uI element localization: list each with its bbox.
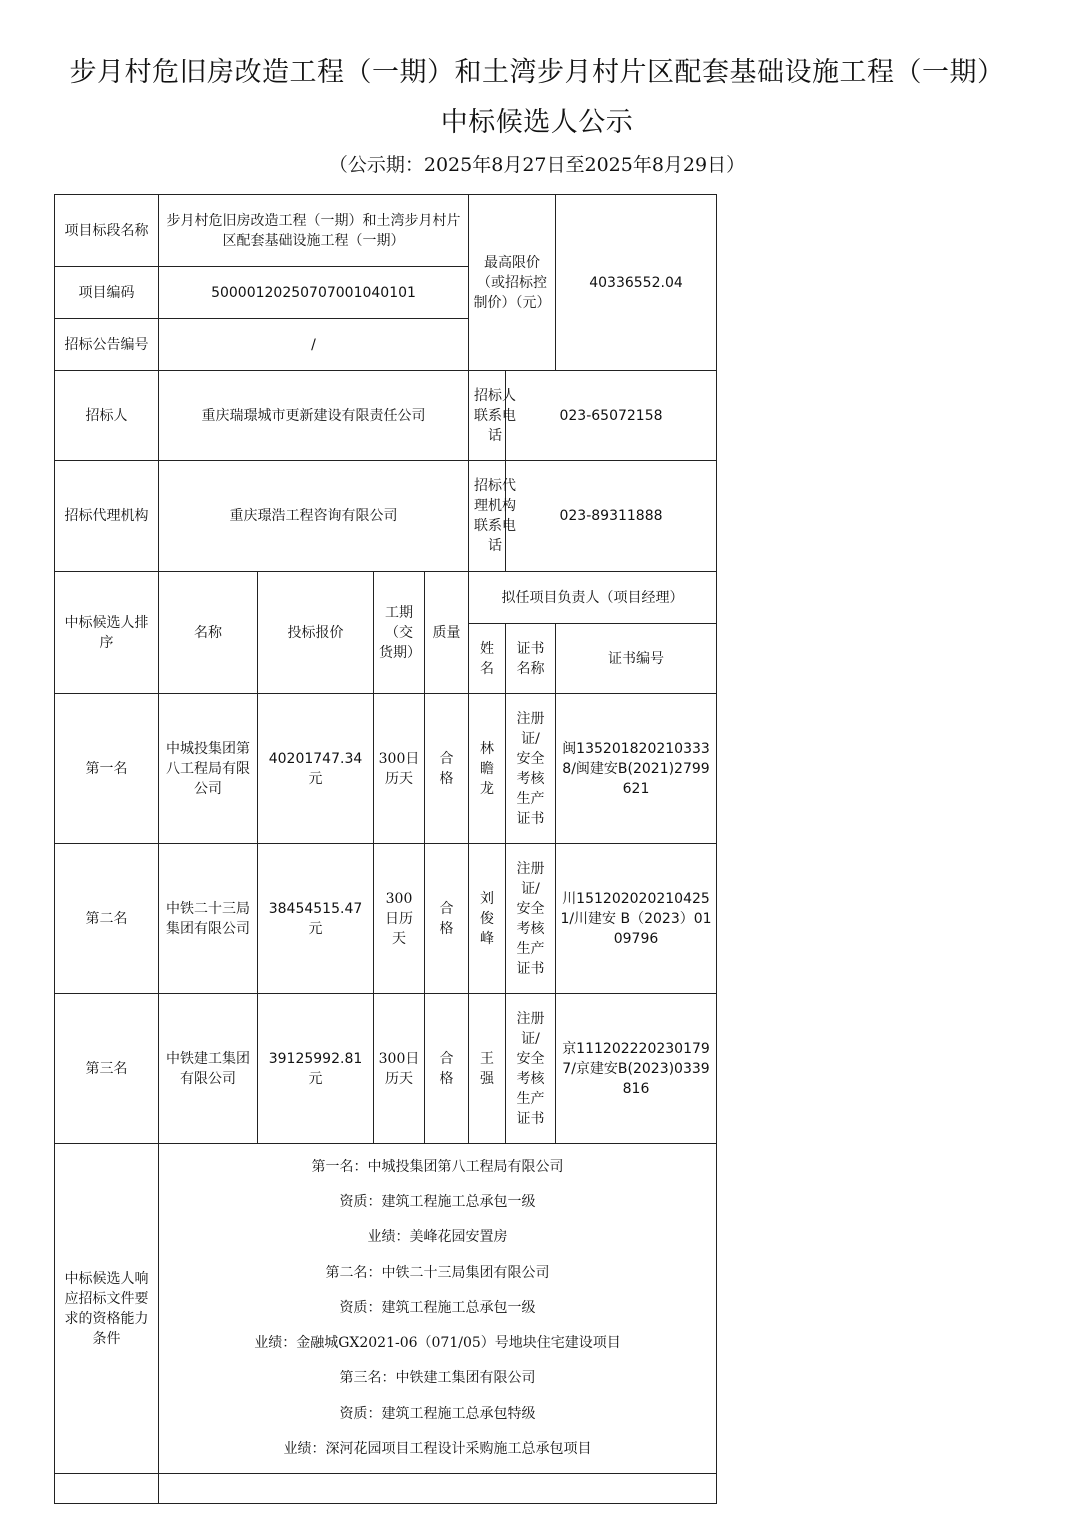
- empty-cell: [55, 1474, 159, 1504]
- table-row: [55, 994, 717, 1144]
- candidate-bid: 38454515.47元: [258, 844, 374, 994]
- candidate-table: [54, 194, 717, 1504]
- empty-cell: [159, 1474, 717, 1504]
- table-row: [55, 694, 717, 844]
- candidate-person: 王强: [469, 994, 506, 1144]
- candidate-name: 中城投集团第八工程局有限公司: [159, 694, 258, 844]
- candidate-bid: 39125992.81元: [258, 994, 374, 1144]
- header-cert-no: 证书编号: [556, 624, 717, 694]
- candidate-quality: 合格: [425, 844, 469, 994]
- candidate-quality: 合格: [425, 694, 469, 844]
- header-bid: 投标报价: [258, 572, 374, 694]
- candidate-person: 林瞻龙: [469, 694, 506, 844]
- max-price-label: 最高限价（或招标控制价）（元）: [469, 195, 556, 371]
- candidate-cert-no: 京1112022202301797/京建安B(2023)0339816: [556, 994, 717, 1144]
- candidate-person: 刘俊峰: [469, 844, 506, 994]
- header-quality: 质量: [425, 572, 469, 694]
- max-price-value: 40336552.04: [556, 195, 717, 371]
- qualification-line: 资质：建筑工程施工总承包一级: [339, 1299, 536, 1316]
- header-duration: 工期（交货期）: [374, 572, 425, 694]
- document-title-line2: 中标候选人公示: [440, 107, 634, 138]
- candidate-rank: 第一名: [55, 694, 159, 844]
- qualification-line: 第三名：中铁建工集团有限公司: [339, 1370, 536, 1387]
- header-person: 姓名: [469, 624, 506, 694]
- notice-no-value: /: [159, 319, 469, 371]
- notice-no-label: 招标公告编号: [55, 319, 159, 371]
- header-rank: 中标候选人排序: [55, 572, 159, 694]
- tenderer-label: 招标人: [55, 371, 159, 461]
- project-name-label: 项目标段名称: [55, 195, 159, 267]
- publicity-period: （公示期：2025年8月27日至2025年8月29日）: [328, 154, 746, 176]
- qualification-line: 业绩：深河花园项目工程设计采购施工总承包项目: [283, 1441, 592, 1458]
- candidate-quality: 合格: [425, 994, 469, 1144]
- agency-phone-value: 023-89311888: [506, 461, 717, 572]
- candidate-cert-name: 注册证/安全考核生产证书: [506, 694, 556, 844]
- qualification-line: 业绩：美峰花园安置房: [367, 1229, 508, 1246]
- candidate-rank: 第三名: [55, 994, 159, 1144]
- candidate-cert-no: 川1512020202104251/川建安 B（2023）0109796: [556, 844, 717, 994]
- candidate-rank: 第二名: [55, 844, 159, 994]
- qualifications-label: 中标候选人响应招标文件要求的资格能力条件: [55, 1144, 159, 1474]
- qualification-line: 资质：建筑工程施工总承包一级: [339, 1193, 536, 1210]
- project-name-value: 步月村危旧房改造工程（一期）和土湾步月村片区配套基础设施工程（一期）: [159, 195, 469, 267]
- agency-phone-label: 招标代理机构联系电话: [469, 461, 506, 572]
- header-cert-name: 证书名称: [506, 624, 556, 694]
- header-name: 名称: [159, 572, 258, 694]
- project-code-value: 50000120250707001040101: [159, 267, 469, 319]
- qualification-line: 资质：建筑工程施工总承包特级: [339, 1405, 536, 1422]
- document-title-line1: 步月村危旧房改造工程（一期）和土湾步月村片区配套基础设施工程（一期）: [69, 57, 1005, 88]
- candidate-duration: 300日历天: [374, 694, 425, 844]
- qualification-line: 业绩：金融城GX2021-06（071/05）号地块住宅建设项目: [254, 1335, 621, 1352]
- agency-value: 重庆璟浩工程咨询有限公司: [159, 461, 469, 572]
- candidate-duration: 300日历天: [374, 994, 425, 1144]
- tenderer-phone-label: 招标人联系电话: [469, 371, 506, 461]
- tenderer-phone-value: 023-65072158: [506, 371, 717, 461]
- candidate-name: 中铁建工集团有限公司: [159, 994, 258, 1144]
- candidate-duration: 300日历天: [374, 844, 425, 994]
- header-manager: 拟任项目负责人（项目经理）: [469, 572, 717, 624]
- table-row: [55, 844, 717, 994]
- qualification-line: 第二名：中铁二十三局集团有限公司: [325, 1264, 550, 1281]
- agency-label: 招标代理机构: [55, 461, 159, 572]
- candidate-cert-no: 闽1352018202103338/闽建安B(2021)2799621: [556, 694, 717, 844]
- candidate-cert-name: 注册证/安全考核生产证书: [506, 994, 556, 1144]
- tenderer-value: 重庆瑞璟城市更新建设有限责任公司: [159, 371, 469, 461]
- qualification-line: 第一名：中城投集团第八工程局有限公司: [311, 1158, 564, 1175]
- candidate-cert-name: 注册证/安全考核生产证书: [506, 844, 556, 994]
- project-code-label: 项目编码: [55, 267, 159, 319]
- candidate-name: 中铁二十三局集团有限公司: [159, 844, 258, 994]
- qualifications-content: [159, 1144, 717, 1474]
- candidate-bid: 40201747.34元: [258, 694, 374, 844]
